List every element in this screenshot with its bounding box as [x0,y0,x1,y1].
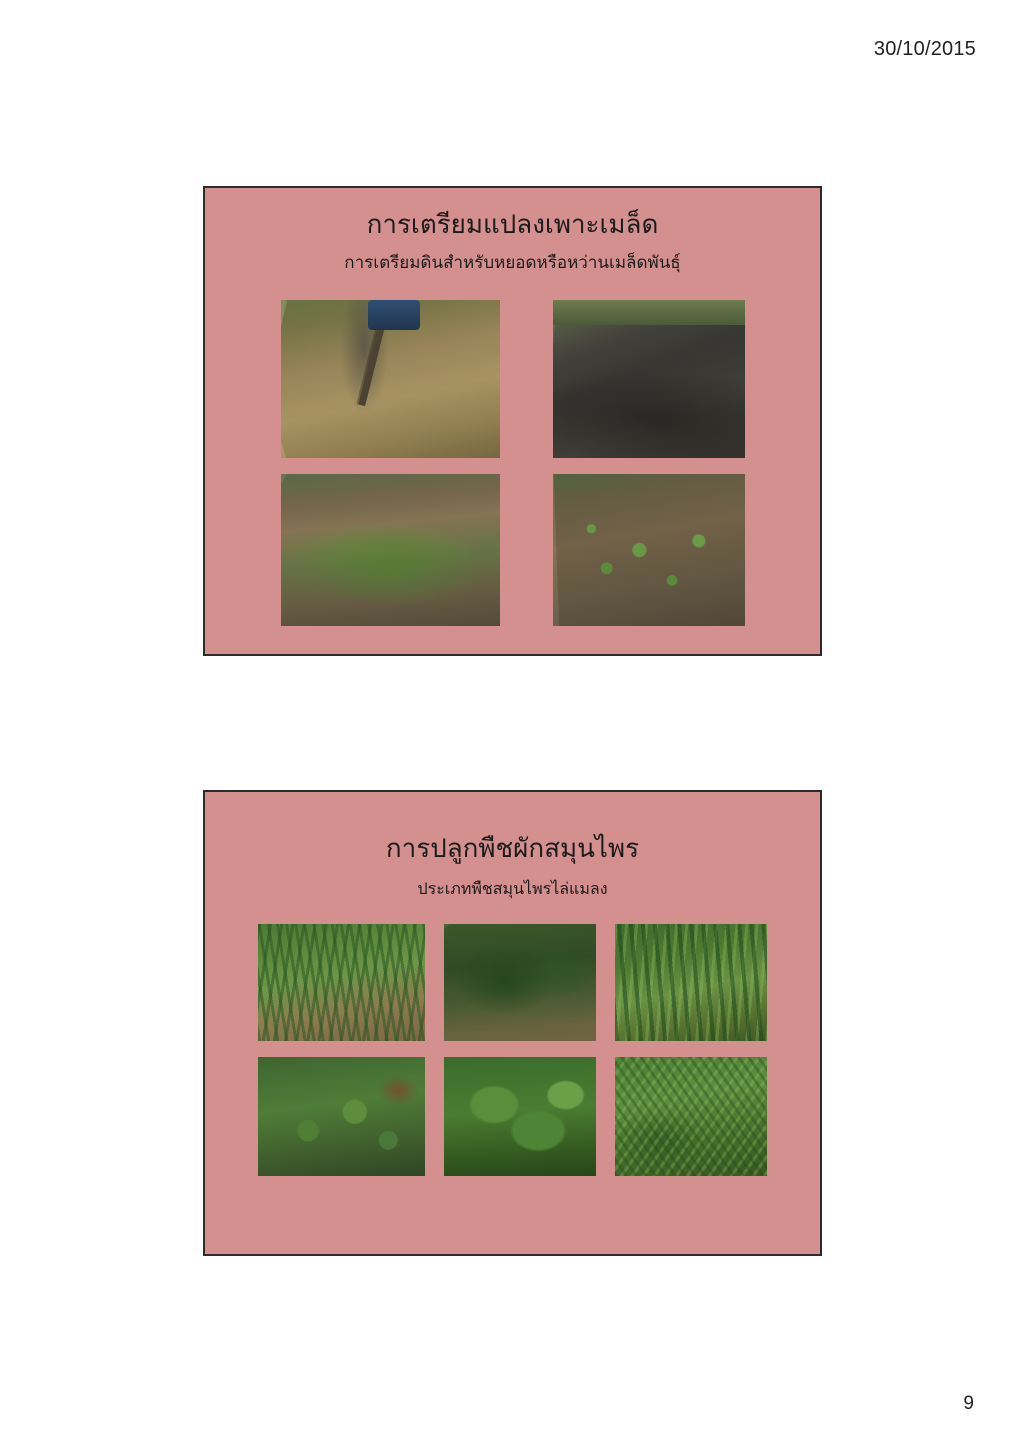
page-number: 9 [963,1393,974,1414]
photo-green-cover-crop-mound [281,474,500,626]
slide-1 [203,186,822,656]
photo-tall-grass-blades [615,924,767,1041]
slide-2-photo-grid [258,924,767,1176]
photo-lemongrass-clump [258,924,425,1041]
photo-hoe-in-straw-mulch [281,300,500,458]
photo-fine-leaf-herb-mat [615,1057,767,1176]
slide-2-title: การปลูกพืชผักสมุนไพร [385,834,640,864]
page-date: 30/10/2015 [873,38,976,60]
photo-tilled-dark-seedbed [553,300,745,458]
slide-1-photo-grid [281,300,745,626]
photo-shrub-row [444,924,596,1041]
slide-2 [203,790,822,1256]
photo-seedlings-in-soil [553,474,745,626]
slide-1-subtitle: การเตรียมดินสำหรับหยอดหรือหว่านเมล็ดพันธุ์ [344,253,681,274]
slide-2-subtitle: ประเภทพืชสมุนไพรไล่แมลง [417,879,608,899]
photo-basil-patch [258,1057,425,1176]
photo-broadleaf-plant [444,1057,596,1176]
slide-1-title: การเตรียมแปลงเพาะเมล็ด [366,210,659,240]
